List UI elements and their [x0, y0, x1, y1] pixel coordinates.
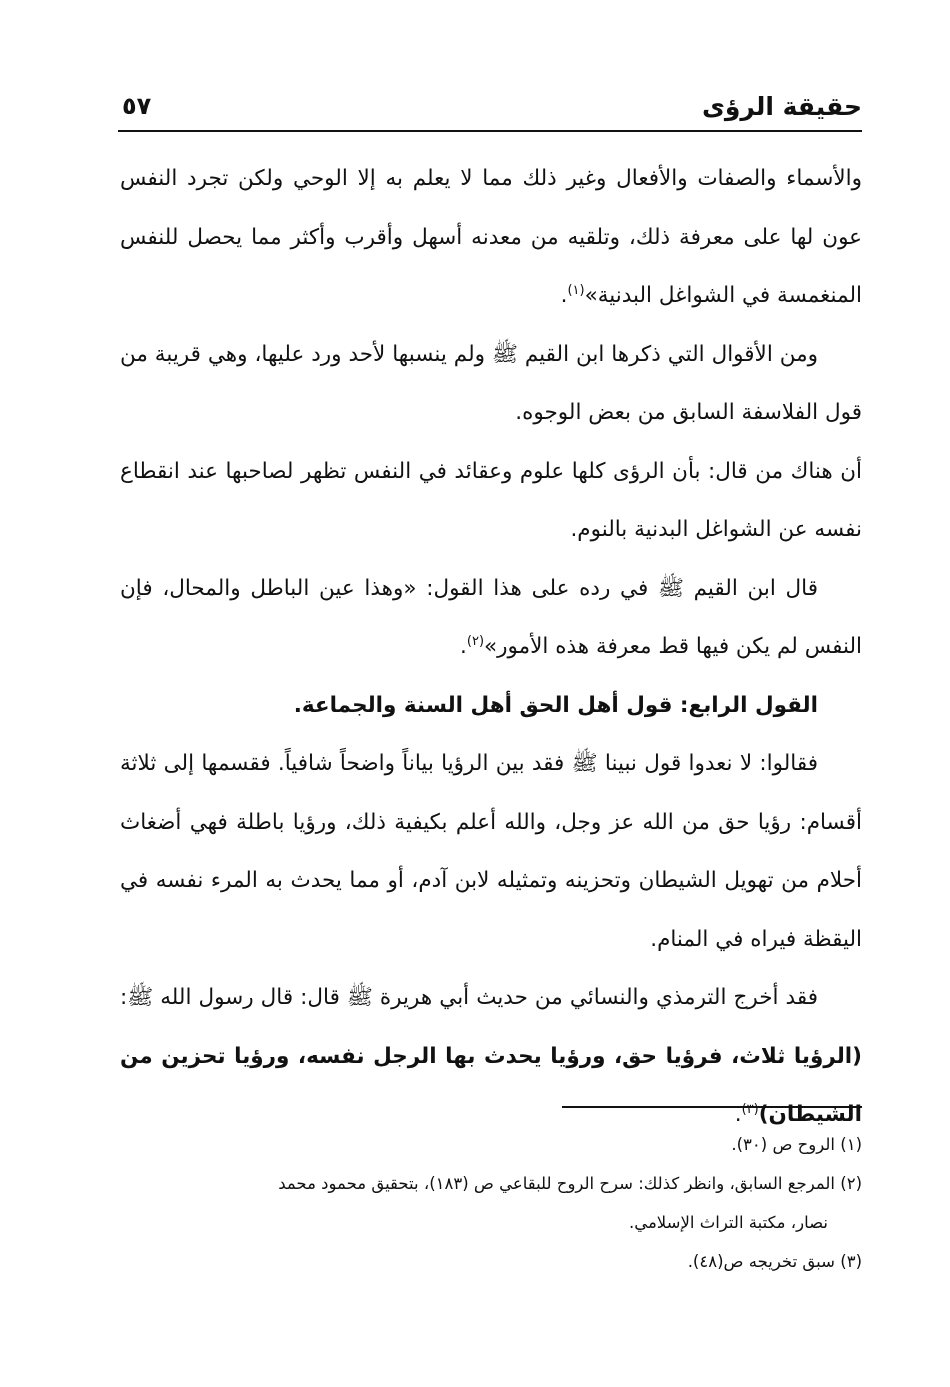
footnote-number: (١) — [840, 1135, 862, 1154]
paragraph — [120, 560, 862, 677]
sentence-end: . — [560, 283, 568, 308]
footnote-reference: (٢) — [466, 633, 485, 649]
footnote-text: المرجع السابق، وانظر كذلك: سرح الروح للبقاعي ص (١٨٣)، بتحقيق محمود محمد — [278, 1174, 835, 1193]
footnote-reference: (٣) — [741, 1101, 759, 1117]
paragraph: أن هناك من قال: بأن الرؤى كلها علوم وعقائد في النفس تظهر لصاحبها عند انقطاع نفسه عن الشواغل البدنية بالنوم. — [120, 458, 862, 542]
footnote — [120, 1125, 862, 1164]
running-title: حقيقة الرؤى — [701, 92, 862, 121]
footnote — [120, 1164, 862, 1203]
running-header — [118, 82, 862, 132]
footnote-reference: (١) — [567, 282, 585, 298]
sentence-end: . — [460, 634, 467, 659]
footnote-number: (٢) — [840, 1174, 862, 1193]
main-text — [120, 150, 862, 1145]
footnote-continuation: نصار، مكتبة التراث الإسلامي. — [628, 1213, 828, 1232]
paragraph: ومن الأقوال التي ذكرها ابن القيم ﷺ ولم ينسبها لأحد ورد عليها، وهي قريبة من قول الفلاسفة السابق من بعض الوجوه. — [120, 341, 862, 425]
paragraph-text: والأسماء والصفات والأفعال وغير ذلك مما لا يعلم به إلا الوحي ولكن تجرد النفس عون لها على معرفة ذلك، وتلقيه من معدنه أسهل وأقرب وأكثر مما يحصل للنفس المنغمسة في الشواغل البدنية» — [120, 166, 862, 308]
footnote-text: الروح ص (٣٠). — [731, 1135, 835, 1154]
section-heading: القول الرابع: قول أهل الحق أهل السنة والجماعة. — [293, 692, 818, 718]
paragraph — [120, 969, 862, 1145]
sentence-end: . — [734, 1102, 742, 1127]
page-number: ٥٧ — [122, 92, 152, 120]
footnote-number: (٣) — [840, 1252, 862, 1271]
footnotes — [120, 1125, 862, 1281]
paragraph-text: قال ابن القيم ﷺ في رده على هذا القول: «وهذا عين الباطل والمحال، فإن النفس لم يكن فيها قط معرفة هذه الأمور» — [120, 575, 862, 659]
paragraph-text: فقد أخرج الترمذي والنسائي من حديث أبي هريرة ﷺ قال: قال رسول الله ﷺ: — [120, 985, 818, 1010]
footnote-text: سبق تخريجه ص(٤٨). — [687, 1252, 835, 1271]
footnote — [120, 1242, 862, 1281]
footnote-separator — [562, 1106, 862, 1108]
paragraph: فقالوا: لا نعدوا قول نبينا ﷺ فقد بين الرؤيا بياناً واضحاً شافياً. فقسمها إلى ثلاثة أقسام: رؤيا حق من الله عز وجل، والله أعلم بكيفية ذلك، ورؤيا باطلة فهي أضغاث أحلام من تهويل الشيطان وتحزينه وتمثيله لابن آدم، أو مما يحدث به المرء نفسه في اليقظة فيراه في المنام. — [120, 751, 862, 952]
hadith-quote: (الرؤيا ثلاث، فرؤيا حق، ورؤيا يحدث بها الرجل نفسه، ورؤيا تحزين من الشيطان) — [120, 1043, 862, 1127]
paragraph — [120, 150, 862, 326]
